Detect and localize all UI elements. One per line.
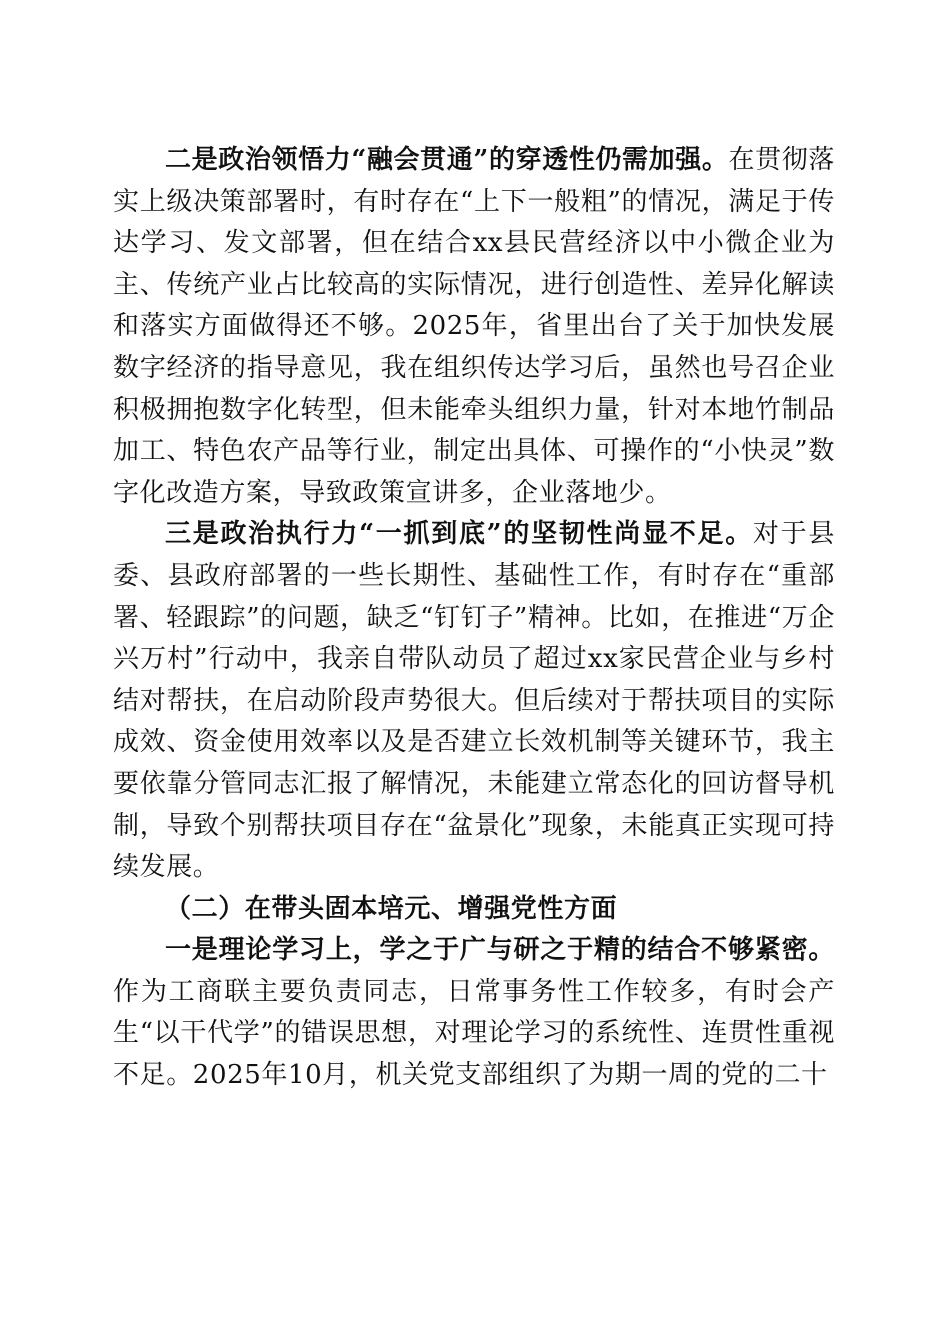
paragraph-lead: 一是理论学习上，学之于广与研之于精的结合不够紧密。 xyxy=(165,935,835,966)
paragraph-lead: 三是政治执行力“一抓到底”的坚韧性尚显不足。 xyxy=(165,519,753,550)
section-heading: （二）在带头固本培元、增强党性方面 xyxy=(165,893,618,924)
paragraph-text: 在贯彻落实上级决策部署时，有时存在“上下一般粗”的情况，满足于传达学习、发文部署，但在结合xx县民营经济以中小微企业为主、传统产业占比较高的实际情况，进行创造性、差异化解读和落实方面做得还不够。2025年，省里出台了关于加快发展数字经济的指导意见，我在组织传达学习后，虽然也号召企业积极拥抱数字化转型，但未能牵头组织力量，针对本地竹制品加工、特色农产品等行业，制定出具体、可操作的“小快灵”数字化改造方案，导致政策宣讲多，企业落地少。 xyxy=(113,145,835,508)
paragraph-political-execution xyxy=(113,514,835,888)
paragraph-text: 作为工商联主要负责同志，日常事务性工作较多，有时会产生“以干代学”的错误思想，对理论学习的系统性、连贯性重视不足。2025年10月，机关党支部组织了为期一周的党的二十 xyxy=(113,976,835,1091)
paragraph-theory-study xyxy=(113,930,835,1096)
document-body xyxy=(113,140,835,1097)
paragraph-text: 对于县委、县政府部署的一些长期性、基础性工作，有时存在“重部署、轻跟踪”的问题，缺乏“钉钉子”精神。比如，在推进“万企兴万村”行动中，我亲自带队动员了超过xx家民营企业与乡村结对帮扶，在启动阶段声势很大。但后续对于帮扶项目的实际成效、资金使用效率以及是否建立长效机制等关键环节，我主要依靠分管同志汇报了解情况，未能建立常态化的回访督导机制，导致个别帮扶项目存在“盆景化”现象，未能真正实现可持续发展。 xyxy=(113,519,835,883)
paragraph-political-comprehension xyxy=(113,140,835,514)
paragraph-lead: 二是政治领悟力“融会贯通”的穿透性仍需加强。 xyxy=(165,145,729,175)
